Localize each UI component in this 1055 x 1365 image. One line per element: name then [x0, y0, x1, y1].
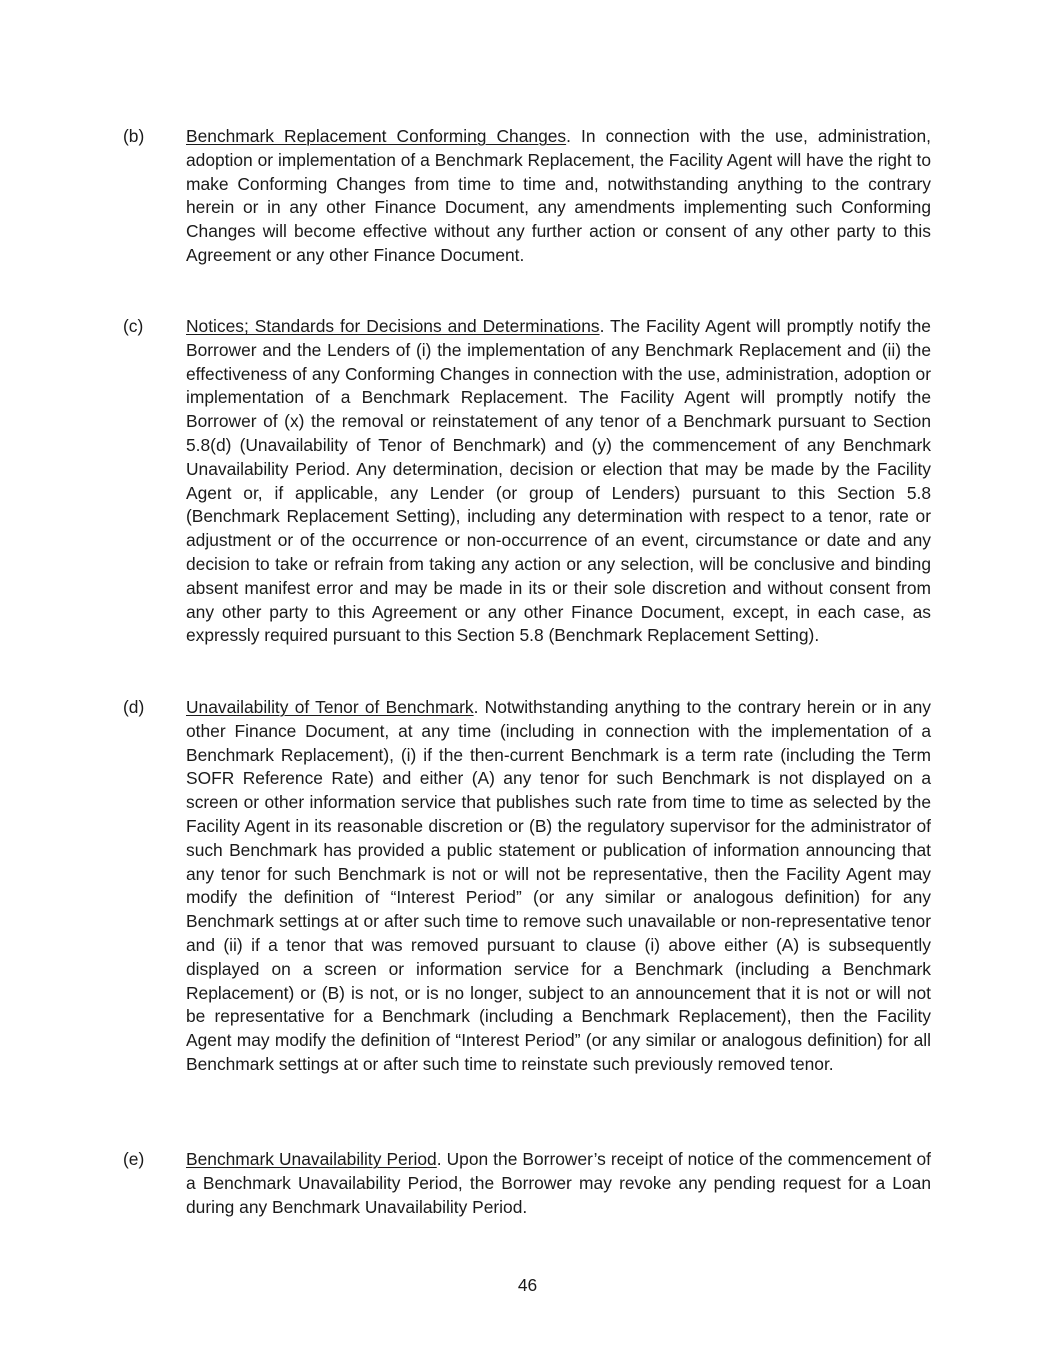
clause-body — [186, 1148, 931, 1219]
clause-body — [186, 125, 931, 268]
clause-text: . The Facility Agent will promptly notify the Borrower and the Lenders of (i) the implementation of any Benchmark Replacement and (ii) the effectiveness of any Conforming Changes in connection with the use, administration, adoption or implementation of a Benchmark Replacement. The Facility Agent will promptly notify the Borrower of (x) the removal or reinstatement of any tenor of a Benchmark pursuant to Section 5.8(d) (Unavailability of Tenor of Benchmark) and (y) the commencement of any Benchmark Unavailability Period. Any determination, decision or election that may be made by the Facility Agent or, if applicable, any Lender (or group of Lenders) pursuant to this Section 5.8 (Benchmark Replacement Setting), including any determination with respect to a tenor, rate or adjustment or of the occurrence or non-occurrence of an event, circumstance or date and any decision to take or refrain from taking any action or any selection, will be conclusive and binding absent manifest error and may be made in its or their sole discretion and without consent from any other party to this Agreement or any other Finance Document, except, in each case, as expressly required pursuant to this Section 5.8 (Benchmark Replacement Setting). — [186, 316, 931, 646]
page-number: 46 — [517, 1275, 538, 1295]
clause-body — [186, 696, 931, 1077]
clause-text: . In connection with the use, administration, adoption or implementation of a Benchmark Replacement, the Facility Agent will have the right to make Conforming Changes from time to time and, notwithstanding anything to the contrary herein or in any other Finance Document, any amendments implementing such Conforming Changes will become effective without any further action or consent of any other party to this Agreement or any other Finance Document. — [186, 126, 931, 265]
clause-e — [123, 1148, 931, 1219]
clause-heading: Unavailability of Tenor of Benchmark — [186, 697, 474, 717]
clause-text: . Upon the Borrower’s receipt of notice of the commencement of a Benchmark Unavailability Period, the Borrower may revoke any pending request for a Loan during any Benchmark Unavailability Period. — [186, 1149, 931, 1217]
clause-d — [123, 696, 931, 1077]
clause-label: (c) — [123, 316, 144, 336]
clause-b — [123, 125, 931, 268]
clause-label: (b) — [123, 126, 145, 146]
clause-text: . Notwithstanding anything to the contrary herein or in any other Finance Document, at any time (including in connection with the implementation of a Benchmark Replacement), (i) if the then-current Benchmark is a term rate (including the Term SOFR Reference Rate) and either (A) any tenor for such Benchmark is not displayed on a screen or other information service that publishes such rate from time to time as selected by the Facility Agent in its reasonable discretion or (B) the regulatory supervisor for the administrator of such Benchmark has provided a public statement or publication of information announcing that any tenor for such Benchmark is not or will not be representative, then the Facility Agent may modify the definition of “Interest Period” (or any similar or analogous definition) for any Benchmark settings at or after such time to remove such unavailable or non-representative tenor and (ii) if a tenor that was removed pursuant to clause (i) above either (A) is subsequently displayed on a screen or information service for a Benchmark (including a Benchmark Replacement) or (B) is not, or is no longer, subject to an announcement that it is not or will not be representative for a Benchmark (including a Benchmark Replacement), then the Facility Agent may modify the definition of “Interest Period” (or any similar or analogous definition) for all Benchmark settings at or after such time to reinstate such previously removed tenor. — [186, 697, 931, 1074]
clause-heading: Notices; Standards for Decisions and Determinations — [186, 316, 600, 336]
clause-c — [123, 315, 931, 648]
clause-label: (e) — [123, 1149, 145, 1169]
clause-label: (d) — [123, 697, 145, 717]
clause-heading: Benchmark Unavailability Period — [186, 1149, 437, 1169]
clause-body — [186, 315, 931, 648]
clause-heading: Benchmark Replacement Conforming Changes — [186, 126, 567, 146]
